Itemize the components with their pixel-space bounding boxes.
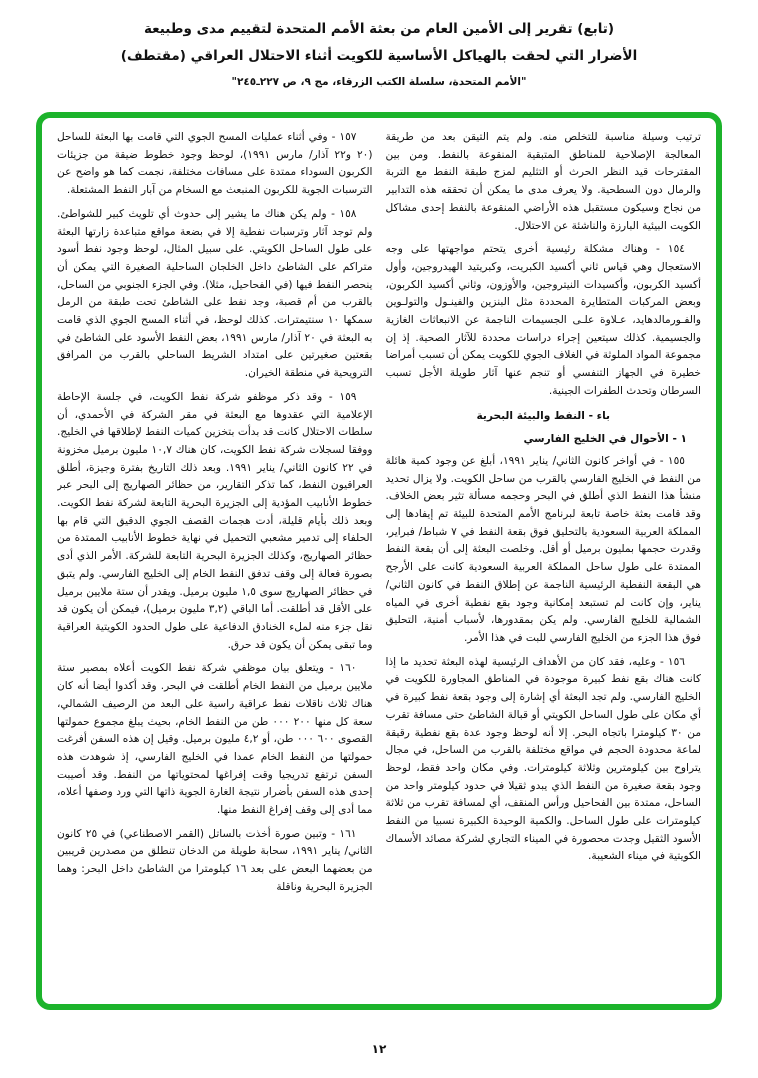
- two-column-text: [42, 118, 716, 1004]
- column-right: [386, 129, 702, 993]
- paragraph: ١٥٥ - في أواخر كانون الثاني/ يناير ١٩٩١، أبلغ عن وجود كمية هائلة من النفط في الخليج الفارسي بالقرب من ساحل الكويت. ولا يزال تحديد منشأ هذا النفط الذي أطلق في البحر وحجمه مسألة تثير بعض الخلاف. وقد قامت بعثة خاصة تابعة لبرنامج الأمم المتحدة للبيئة تم إيفادها إلى المملكة العربية السعودية بالتحليق فوق بقعة النفط في ٧ شباط/ فبراير، وقدرت حجمها بمليون برميل أو أقل. وخلصت البعثة إلى أن بقعة النفط الممتدة على طول ساحل المملكة العربية السعودية كانت على الأرجح هي البقعة النفطية الرئيسية الناجمة عن إطلاق النفط في كانون الثاني/ يناير، وإن كانت لم تستبعد إمكانية وجود بقع نفطية أخرى في المياه الشمالية للخليج الفارسي. ولم يكن بمقدورها، لأسباب أمنية، التحليق فوق هذا الجزء من الخليج الفارسي للبت في هذا الأمر.: [385, 454, 701, 644]
- paragraph: ١٥٧ - وفي أثناء عمليات المسح الجوي التي قامت بها البعثة للساحل (٢٠ و٢٢ آذار/ مارس ١٩٩١)، لوحظ وجود خطوط ضيقة من جزيئات الكربون السوداء ممتدة على مسافات مختلفة، نجمت كما هو واضح عن الترسبات الجوية للكربون المنبعث مع السخام من آبار النفط المشتعلة.: [57, 131, 373, 197]
- source-citation: "الأمم المتحدة، سلسلة الكتب الزرقاء، مج ٩، ص ٢٢٧ـ٢٤٥": [231, 76, 527, 88]
- paragraph: ١٥٦ - وعليه، فقد كان من الأهداف الرئيسية لهذه البعثة تحديد ما إذا كانت هناك بقع نفط كبيرة موجودة في المناطق المجاورة للكويت في الخليج الفارسي. ولم تجد البعثة أي إشارة إلى وجود بقعة نفط كبيرة في أي مكان على طول الساحل الكويتي أو قبالة الشاطئ حتى مسافة تقرب من ٣٠ كيلومترا باتجاه البحر. إلا أنه لوحظ وجود عدة بقع نفطية رقيقة لماعة محدودة الحجم في مواقع مختلفة بالقرب من الساحل، في مجال يتراوح بين كيلومترين وثلاثة كيلومترات. وفي مكان واحد فقط، لوحظ وجود بقعة صغيرة من النفط الذي يبدو ثقيلا في حدود كيلومتر واحد من الساحل، ممتدة بين الفحاحيل ورأس المنقف، أي لمسافة تقرب من ثلاثة كيلومترات على طول الساحل. والكمية الوحيدة الكبيرة نسبيا من النفط الأسود الثقيل وجدت محصورة في الميناء التجاري لشركة مصائد الأسماك الكويتية في ميناء الشعيبة.: [385, 655, 701, 863]
- paragraph: ترتيب وسيلة مناسبة للتخلص منه. ولم يتم التيقن بعد من طريقة المعالجة الإصلاحية للمناطق المتبقية المنقوعة بالنفط. ومن بين المقترحات قيد النظر الحرث أو التثليم لمزج طبقة النفط مع التربة والرمال دون السطحية. ولا يعرف مدى ما يمكن أن تحققه هذه التدابير من نجاح وسيكون مستقبل هذه الأراضي المنقوعة بالنفط إحدى مشاكل الكويت البيئية البارزة والناشئة عن الاحتلال.: [385, 131, 701, 232]
- report-title-line2: الأضرار التي لحقت بالهياكل الأساسية للكويت أثناء الاحتلال العراقي (مقتطف): [120, 48, 638, 64]
- page-header: [0, 16, 758, 92]
- section-heading: باء - النفط والبيئة البحرية: [476, 409, 611, 422]
- paragraph: ١٦٠ - ويتعلق بيان موظفي شركة نفط الكويت أعلاه بمصير ستة ملايين برميل من النفط الخام أطلقت في البحر. وقد أكدوا أيضا أنه كان هناك ثلاث ناقلات نفط عراقية راسية على البعد من الرصيف الشمالي، سعة كل منها ⁦٢٠٠ ٠٠٠⁩ طن من النفط الخام، بحيث يبلغ مجموع حمولتها القصوى ⁦٦٠٠ ٠٠٠⁩ طن، أو ٤,٢ مليون برميل. وقيل إن هذه السفن أفرغت حمولتها من النفط الخام عمدا في الخليج الفارسي، إذ شوهدت هذه السفن ترتفع تدريجيا وقت إفراغها لمحتوياتها من النفط. وقد أصيبت إحدى هذه السفن بأضرار نتيجة الغارة الجوية ذاتها التي ورد وصفها أعلاه، مما أدى إلى وقف إفراغ النفط منها.: [57, 662, 373, 817]
- paragraph: ١٥٩ - وقد ذكر موظفو شركة نفط الكويت، في جلسة الإحاطة الإعلامية التي عقدوها مع البعثة في مقر الشركة في الأحمدي، أن سلطات الاحتلال كانت قد بدأت بتخزين كميات النفط لإطلاقها في الخليج. ووفقا لسجلات شركة نفط الكويت، كان هناك ١٠,٧ مليون برميل مخزونة في ٢٢ كانون الثاني/ يناير ١٩٩١. وبعد ذلك التاريخ بفترة وجيزة، أطلق العراقيون النفط، كما تذكر التقارير، من حظائر الصهاريج إلى البحر عبر خطوط الأنابيب المؤدية إلى الجزيرة البحرية التابعة لشركة نفط الكويت. وبعد ذلك بأيام قليلة، أدت هجمات القصف الجوي الدقيق التي قام بها الحلفاء إلى تدمير مشعبي التحميل في نهاية خطوط الأنابيب الممتدة من حظائر الصهاريج، وكذلك الجزيرة البحرية التابعة للشركة. الأمر الذي أدى بصورة فعالة إلى وقف تدفق النفط الخام إلى الخليج الفارسي. ولم يتبق في حظائر الصهاريج سوى ١,٥ مليون برميل. ويقدر أن ستة ملايين برميل على الأقل قد أطلقت. أما الباقي (٣,٢ مليون برميل)، فيمكن أن يكون قد نقل جزء منه لملء الخنادق الدفاعية على طول الحدود الكويتية العراقية وما تبقى يمكن أن يكون قد حرق.: [57, 390, 373, 651]
- paragraph: ١٦١ - وتبين صورة أخذت بالساتل (القمر الاصطناعي) في ٢٥ كانون الثاني/ يناير ١٩٩١، سحابة طويلة من الدخان تنطلق من مصدرين قريبين من بعضهما البعض على بعد ١٦ كيلومترا من الشاطئ داخل البحر: وهما الجزيرة البحرية وناقلة: [57, 827, 373, 893]
- page-number: ١٢: [371, 1042, 387, 1056]
- paragraph: ١٥٨ - ولم يكن هناك ما يشير إلى حدوث أي تلويث كبير للشواطئ. ولم توجد آثار وترسبات نفطية إلا في بضعة مواقع متباعدة زارتها البعثة على طول الساحل الكويتي. على سبيل المثال، لوحظ وجود نفط أسود متراكم على الشاطئ داخل الخلجان الساحلية الصغيرة التي يمكن أن ينحصر النفط فيها (في الفحاحيل، مثلا). وفي الجزء الجنوبي من الساحل، بالقرب من أم قصبة، وجد نفط على الشاطئ تحت طبقة من الرمل سمكها ١٠ سنتيمترات. كذلك لوحظ، في أثناء المسح الجوي الذي قامت به البعثة في ٢٠ آذار/ مارس ١٩٩١، بعض النفط الأسود على الشاطئ في بقعتين صغيرتين على امتداد الشريط الساحلي بالقرب من المرافق الترويحية في منطقة الخيران.: [57, 207, 373, 380]
- content-frame: [36, 112, 722, 1010]
- report-title-line1: (تابع) تقرير إلى الأمين العام من بعثة الأمم المتحدة لتقييم مدى وطبيعة: [143, 21, 615, 37]
- sub-section-heading: ١ - الأحوال في الخليج الفارسي: [523, 433, 687, 446]
- column-left: [57, 129, 373, 993]
- paragraph: ١٥٤ - وهناك مشكلة رئيسية أخرى يتحتم مواجهتها على وجه الاستعجال وهي قياس ثاني أكسيد الكبريت، وكبريتيد الهيدروجين، وأول أكسيد الكربون، وأكسيدات النيتروجين، والأوزون، وثاني أكسيد الكربون، وبعض المركبات المتطايرة المحددة مثل البنزين والفينـول والتولـوين والفـورمالدهايد، عـلاوة علـى الجسيمات الناجمة عن الانبعاثات الغازية والجسيمية. كذلك سيتعين إجراء دراسات محددة للآثار الصحية. إذ إن مجموعة المواد الملوثة في الغلاف الجوي للكويت يمكن أن تسبب أمراضا خطيرة في الجهاز التنفسي أو تنجم عنها آثار طويلة الأجل تسبب السرطان وتحدث الطفرات الجينية.: [385, 243, 701, 397]
